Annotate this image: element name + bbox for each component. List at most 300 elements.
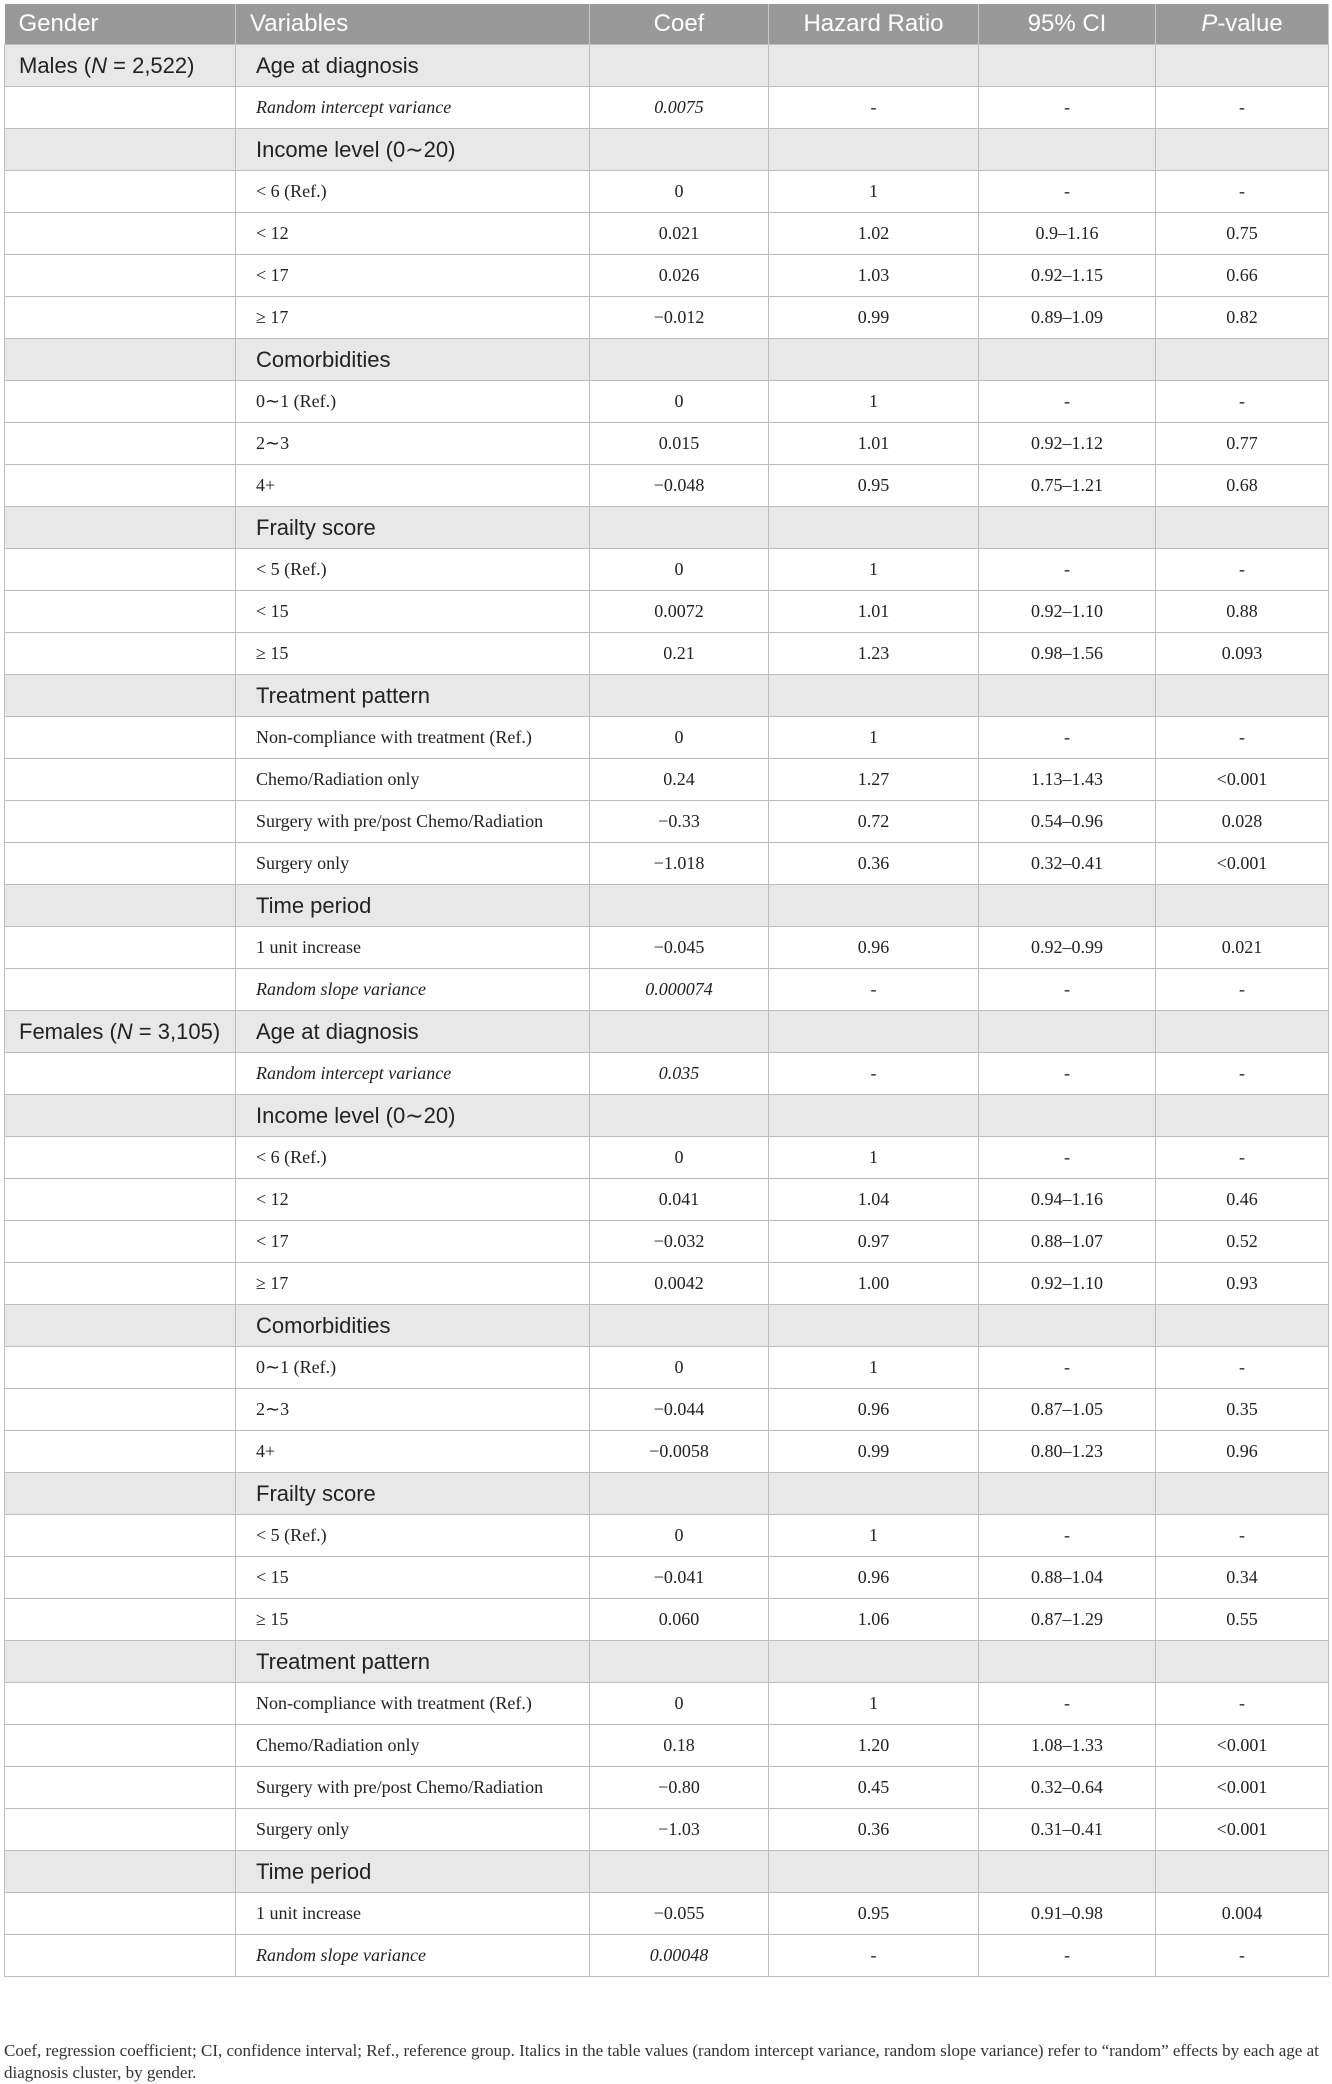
var-cell: 4+	[236, 1431, 590, 1473]
empty-cell	[1156, 339, 1329, 381]
empty-cell	[5, 633, 236, 675]
section-title: Comorbidities	[236, 339, 590, 381]
gender-cell	[5, 1851, 236, 1893]
empty-cell	[1156, 1095, 1329, 1137]
hr-cell: 1	[769, 549, 979, 591]
p-cell: <0.001	[1156, 843, 1329, 885]
p-cell: -	[1156, 549, 1329, 591]
table-row	[5, 633, 1329, 675]
ci-cell: 0.32–0.64	[979, 1767, 1156, 1809]
ci-cell: -	[979, 171, 1156, 213]
var-cell: < 12	[236, 1179, 590, 1221]
ci-cell: 0.75–1.21	[979, 465, 1156, 507]
gender-cell	[5, 1305, 236, 1347]
var-cell: < 6 (Ref.)	[236, 171, 590, 213]
empty-cell	[5, 1935, 236, 1977]
empty-cell	[5, 465, 236, 507]
gender-cell	[5, 1641, 236, 1683]
empty-cell	[5, 843, 236, 885]
gender-label-n: N	[91, 52, 108, 78]
section-row	[5, 885, 1329, 927]
hr-cell: 1	[769, 717, 979, 759]
empty-cell	[5, 1767, 236, 1809]
gender-label-prefix: Females (	[19, 1018, 117, 1044]
table-row	[5, 1725, 1329, 1767]
empty-cell	[5, 1347, 236, 1389]
table-row	[5, 423, 1329, 465]
table-body	[5, 45, 1329, 1977]
p-cell: -	[1156, 1053, 1329, 1095]
table-row	[5, 1599, 1329, 1641]
empty-cell	[5, 1809, 236, 1851]
coef-cell: −0.055	[590, 1893, 769, 1935]
hr-cell: 1.03	[769, 255, 979, 297]
coef-cell: 0	[590, 1515, 769, 1557]
table-row	[5, 1683, 1329, 1725]
section-title: Age at diagnosis	[236, 1011, 590, 1053]
section-row	[5, 1011, 1329, 1053]
ci-cell: 0.88–1.07	[979, 1221, 1156, 1263]
coef-cell: 0	[590, 717, 769, 759]
ci-cell: -	[979, 1053, 1156, 1095]
coef-cell: 0	[590, 1137, 769, 1179]
var-cell: 0∼1 (Ref.)	[236, 1347, 590, 1389]
p-cell: -	[1156, 1683, 1329, 1725]
section-row	[5, 1641, 1329, 1683]
p-cell: 0.004	[1156, 1893, 1329, 1935]
empty-cell	[979, 1851, 1156, 1893]
empty-cell	[590, 339, 769, 381]
var-cell: < 15	[236, 1557, 590, 1599]
coef-cell: 0.041	[590, 1179, 769, 1221]
section-title: Frailty score	[236, 507, 590, 549]
var-cell: < 17	[236, 255, 590, 297]
ci-cell: 0.80–1.23	[979, 1431, 1156, 1473]
header-row	[5, 4, 1329, 45]
ci-cell: -	[979, 1515, 1156, 1557]
hr-cell: 1.01	[769, 423, 979, 465]
section-title: Frailty score	[236, 1473, 590, 1515]
var-cell: Surgery only	[236, 843, 590, 885]
empty-cell	[5, 1263, 236, 1305]
section-title: Income level (0∼20)	[236, 129, 590, 171]
table-row	[5, 1137, 1329, 1179]
var-cell: 2∼3	[236, 423, 590, 465]
table-row	[5, 1893, 1329, 1935]
table-row	[5, 255, 1329, 297]
coef-cell: 0.000074	[590, 969, 769, 1011]
section-row	[5, 675, 1329, 717]
empty-cell	[1156, 45, 1329, 87]
coef-cell: 0.035	[590, 1053, 769, 1095]
hr-cell: 0.36	[769, 843, 979, 885]
gender-cell	[5, 1095, 236, 1137]
ci-cell: 0.87–1.05	[979, 1389, 1156, 1431]
ci-cell: 0.94–1.16	[979, 1179, 1156, 1221]
section-row	[5, 1305, 1329, 1347]
empty-cell	[5, 591, 236, 633]
coef-cell: −0.044	[590, 1389, 769, 1431]
header-coef: Coef	[590, 4, 769, 45]
coef-cell: 0	[590, 171, 769, 213]
coef-cell: −1.03	[590, 1809, 769, 1851]
empty-cell	[5, 1599, 236, 1641]
table-row	[5, 381, 1329, 423]
header-p-value	[1156, 4, 1329, 45]
hazard-ratio-table	[4, 4, 1329, 1977]
empty-cell	[1156, 1011, 1329, 1053]
ci-cell: -	[979, 717, 1156, 759]
table-row	[5, 1221, 1329, 1263]
p-cell: <0.001	[1156, 1767, 1329, 1809]
empty-cell	[769, 1641, 979, 1683]
gender-cell	[5, 45, 236, 87]
hr-cell: -	[769, 1053, 979, 1095]
p-cell: 0.52	[1156, 1221, 1329, 1263]
var-cell: Random slope variance	[236, 1935, 590, 1977]
empty-cell	[5, 1557, 236, 1599]
empty-cell	[590, 1011, 769, 1053]
header-p-rest: -value	[1217, 10, 1283, 37]
empty-cell	[5, 381, 236, 423]
coef-cell: 0.026	[590, 255, 769, 297]
var-cell: Surgery with pre/post Chemo/Radiation	[236, 1767, 590, 1809]
table-row	[5, 1347, 1329, 1389]
coef-cell: −0.012	[590, 297, 769, 339]
ci-cell: -	[979, 1137, 1156, 1179]
ci-cell: 0.88–1.04	[979, 1557, 1156, 1599]
empty-cell	[590, 507, 769, 549]
empty-cell	[5, 1725, 236, 1767]
table-row	[5, 927, 1329, 969]
coef-cell: −0.33	[590, 801, 769, 843]
empty-cell	[5, 1515, 236, 1557]
header-variables: Variables	[236, 4, 590, 45]
empty-cell	[5, 927, 236, 969]
hr-cell: 1	[769, 1683, 979, 1725]
var-cell: ≥ 15	[236, 633, 590, 675]
section-row	[5, 129, 1329, 171]
ci-cell: 1.08–1.33	[979, 1725, 1156, 1767]
table-row	[5, 1767, 1329, 1809]
empty-cell	[5, 1179, 236, 1221]
empty-cell	[5, 87, 236, 129]
coef-cell: 0.18	[590, 1725, 769, 1767]
ci-cell: 0.31–0.41	[979, 1809, 1156, 1851]
coef-cell: 0.0042	[590, 1263, 769, 1305]
empty-cell	[1156, 507, 1329, 549]
table-row	[5, 591, 1329, 633]
coef-cell: 0	[590, 1347, 769, 1389]
table-row	[5, 801, 1329, 843]
table-row	[5, 87, 1329, 129]
p-cell: 0.34	[1156, 1557, 1329, 1599]
empty-cell	[769, 1011, 979, 1053]
coef-cell: −1.018	[590, 843, 769, 885]
var-cell: 2∼3	[236, 1389, 590, 1431]
table-row	[5, 1557, 1329, 1599]
gender-label-n: N	[116, 1018, 133, 1044]
empty-cell	[979, 1095, 1156, 1137]
section-title: Comorbidities	[236, 1305, 590, 1347]
p-cell: <0.001	[1156, 1809, 1329, 1851]
p-cell: 0.35	[1156, 1389, 1329, 1431]
p-cell: -	[1156, 1515, 1329, 1557]
empty-cell	[1156, 885, 1329, 927]
empty-cell	[1156, 1305, 1329, 1347]
hr-cell: 1.20	[769, 1725, 979, 1767]
section-title: Income level (0∼20)	[236, 1095, 590, 1137]
coef-cell: −0.0058	[590, 1431, 769, 1473]
empty-cell	[5, 297, 236, 339]
var-cell: Chemo/Radiation only	[236, 1725, 590, 1767]
hr-cell: 1.02	[769, 213, 979, 255]
empty-cell	[1156, 1851, 1329, 1893]
empty-cell	[979, 1473, 1156, 1515]
p-cell: -	[1156, 1137, 1329, 1179]
empty-cell	[769, 45, 979, 87]
gender-cell	[5, 675, 236, 717]
empty-cell	[769, 675, 979, 717]
p-cell: -	[1156, 87, 1329, 129]
coef-cell: −0.041	[590, 1557, 769, 1599]
hr-cell: 1	[769, 1137, 979, 1179]
empty-cell	[769, 885, 979, 927]
empty-cell	[769, 507, 979, 549]
p-cell: 0.88	[1156, 591, 1329, 633]
p-cell: -	[1156, 1935, 1329, 1977]
empty-cell	[590, 1305, 769, 1347]
table-row	[5, 1263, 1329, 1305]
hr-cell: 0.72	[769, 801, 979, 843]
empty-cell	[590, 1851, 769, 1893]
hr-cell: -	[769, 1935, 979, 1977]
ci-cell: 1.13–1.43	[979, 759, 1156, 801]
coef-cell: 0.24	[590, 759, 769, 801]
section-title: Treatment pattern	[236, 675, 590, 717]
ci-cell: 0.89–1.09	[979, 297, 1156, 339]
section-row	[5, 339, 1329, 381]
table-row	[5, 1431, 1329, 1473]
ci-cell: 0.32–0.41	[979, 843, 1156, 885]
section-row	[5, 1473, 1329, 1515]
empty-cell	[979, 45, 1156, 87]
empty-cell	[5, 969, 236, 1011]
coef-cell: 0.00048	[590, 1935, 769, 1977]
p-cell: 0.028	[1156, 801, 1329, 843]
empty-cell	[5, 1053, 236, 1095]
empty-cell	[5, 1683, 236, 1725]
empty-cell	[979, 885, 1156, 927]
var-cell: Non-compliance with treatment (Ref.)	[236, 1683, 590, 1725]
table-row	[5, 465, 1329, 507]
coef-cell: −0.045	[590, 927, 769, 969]
p-cell: -	[1156, 717, 1329, 759]
ci-cell: 0.87–1.29	[979, 1599, 1156, 1641]
p-cell: 0.093	[1156, 633, 1329, 675]
gender-cell	[5, 885, 236, 927]
coef-cell: 0.060	[590, 1599, 769, 1641]
empty-cell	[769, 339, 979, 381]
hr-cell: 0.45	[769, 1767, 979, 1809]
p-cell: 0.55	[1156, 1599, 1329, 1641]
empty-cell	[5, 549, 236, 591]
ci-cell: 0.98–1.56	[979, 633, 1156, 675]
section-row	[5, 1851, 1329, 1893]
ci-cell: -	[979, 381, 1156, 423]
p-cell: 0.68	[1156, 465, 1329, 507]
coef-cell: 0.21	[590, 633, 769, 675]
empty-cell	[590, 129, 769, 171]
section-title: Time period	[236, 1851, 590, 1893]
empty-cell	[769, 1851, 979, 1893]
var-cell: ≥ 17	[236, 1263, 590, 1305]
empty-cell	[979, 339, 1156, 381]
var-cell: 1 unit increase	[236, 1893, 590, 1935]
p-cell: 0.46	[1156, 1179, 1329, 1221]
coef-cell: 0.021	[590, 213, 769, 255]
empty-cell	[5, 759, 236, 801]
empty-cell	[769, 129, 979, 171]
gender-label-prefix: Males (	[19, 52, 92, 78]
empty-cell	[5, 717, 236, 759]
empty-cell	[590, 1473, 769, 1515]
var-cell: Random slope variance	[236, 969, 590, 1011]
hr-cell: 1	[769, 1515, 979, 1557]
empty-cell	[5, 1221, 236, 1263]
table-row	[5, 297, 1329, 339]
empty-cell	[979, 1305, 1156, 1347]
empty-cell	[5, 423, 236, 465]
results-table-container	[4, 4, 1328, 1977]
empty-cell	[5, 171, 236, 213]
var-cell: 0∼1 (Ref.)	[236, 381, 590, 423]
hr-cell: 1.04	[769, 1179, 979, 1221]
p-cell: -	[1156, 1347, 1329, 1389]
var-cell: Chemo/Radiation only	[236, 759, 590, 801]
p-cell: 0.66	[1156, 255, 1329, 297]
hr-cell: 1	[769, 171, 979, 213]
empty-cell	[5, 1137, 236, 1179]
p-cell: 0.96	[1156, 1431, 1329, 1473]
header-ci: 95% CI	[979, 4, 1156, 45]
table-row	[5, 1809, 1329, 1851]
p-cell: 0.93	[1156, 1263, 1329, 1305]
empty-cell	[5, 213, 236, 255]
coef-cell: −0.048	[590, 465, 769, 507]
empty-cell	[979, 129, 1156, 171]
p-cell: 0.021	[1156, 927, 1329, 969]
var-cell: 1 unit increase	[236, 927, 590, 969]
var-cell: < 17	[236, 1221, 590, 1263]
hr-cell: -	[769, 969, 979, 1011]
section-row	[5, 507, 1329, 549]
hr-cell: -	[769, 87, 979, 129]
ci-cell: 0.92–1.15	[979, 255, 1156, 297]
hr-cell: 0.99	[769, 297, 979, 339]
table-row	[5, 759, 1329, 801]
ci-cell: 0.91–0.98	[979, 1893, 1156, 1935]
p-cell: <0.001	[1156, 759, 1329, 801]
hr-cell: 1.00	[769, 1263, 979, 1305]
table-header	[5, 4, 1329, 45]
ci-cell: 0.92–0.99	[979, 927, 1156, 969]
gender-label-suffix: = 3,105)	[132, 1018, 221, 1044]
empty-cell	[5, 801, 236, 843]
empty-cell	[979, 507, 1156, 549]
empty-cell	[1156, 129, 1329, 171]
p-cell: -	[1156, 381, 1329, 423]
table-row	[5, 1515, 1329, 1557]
coef-cell: 0.0075	[590, 87, 769, 129]
var-cell: Surgery with pre/post Chemo/Radiation	[236, 801, 590, 843]
hr-cell: 0.99	[769, 1431, 979, 1473]
ci-cell: 0.92–1.10	[979, 1263, 1156, 1305]
empty-cell	[590, 1641, 769, 1683]
table-row	[5, 717, 1329, 759]
empty-cell	[1156, 1473, 1329, 1515]
var-cell: 4+	[236, 465, 590, 507]
empty-cell	[769, 1473, 979, 1515]
p-cell: -	[1156, 969, 1329, 1011]
ci-cell: 0.9–1.16	[979, 213, 1156, 255]
empty-cell	[5, 255, 236, 297]
ci-cell: -	[979, 549, 1156, 591]
table-row	[5, 1935, 1329, 1977]
empty-cell	[979, 675, 1156, 717]
var-cell: < 5 (Ref.)	[236, 1515, 590, 1557]
hr-cell: 1	[769, 1347, 979, 1389]
coef-cell: 0	[590, 1683, 769, 1725]
var-cell: < 5 (Ref.)	[236, 549, 590, 591]
section-row	[5, 1095, 1329, 1137]
section-row	[5, 45, 1329, 87]
gender-cell	[5, 129, 236, 171]
table-row	[5, 213, 1329, 255]
empty-cell	[590, 45, 769, 87]
empty-cell	[590, 675, 769, 717]
p-cell: 0.75	[1156, 213, 1329, 255]
gender-cell	[5, 1473, 236, 1515]
section-title: Treatment pattern	[236, 1641, 590, 1683]
hr-cell: 1.06	[769, 1599, 979, 1641]
coef-cell: 0.015	[590, 423, 769, 465]
var-cell: Non-compliance with treatment (Ref.)	[236, 717, 590, 759]
ci-cell: 0.54–0.96	[979, 801, 1156, 843]
table-footnote: Coef, regression coefficient; CI, confidence interval; Ref., reference group. Italics in the table values (random intercept variance, random slope variance) refer to “random” effects by each age at diagnosis cluster, by gender.	[4, 2041, 1319, 2082]
ci-cell: -	[979, 969, 1156, 1011]
coef-cell: −0.032	[590, 1221, 769, 1263]
var-cell: ≥ 17	[236, 297, 590, 339]
var-cell: Surgery only	[236, 1809, 590, 1851]
hr-cell: 1.27	[769, 759, 979, 801]
gender-cell	[5, 507, 236, 549]
ci-cell: 0.92–1.10	[979, 591, 1156, 633]
hr-cell: 1	[769, 381, 979, 423]
var-cell: < 12	[236, 213, 590, 255]
hr-cell: 0.96	[769, 927, 979, 969]
empty-cell	[979, 1011, 1156, 1053]
gender-label-suffix: = 2,522)	[107, 52, 195, 78]
hr-cell: 0.96	[769, 1557, 979, 1599]
empty-cell	[769, 1095, 979, 1137]
gender-cell	[5, 1011, 236, 1053]
hr-cell: 0.36	[769, 1809, 979, 1851]
table-row	[5, 1389, 1329, 1431]
var-cell: Random intercept variance	[236, 87, 590, 129]
coef-cell: −0.80	[590, 1767, 769, 1809]
empty-cell	[590, 1095, 769, 1137]
